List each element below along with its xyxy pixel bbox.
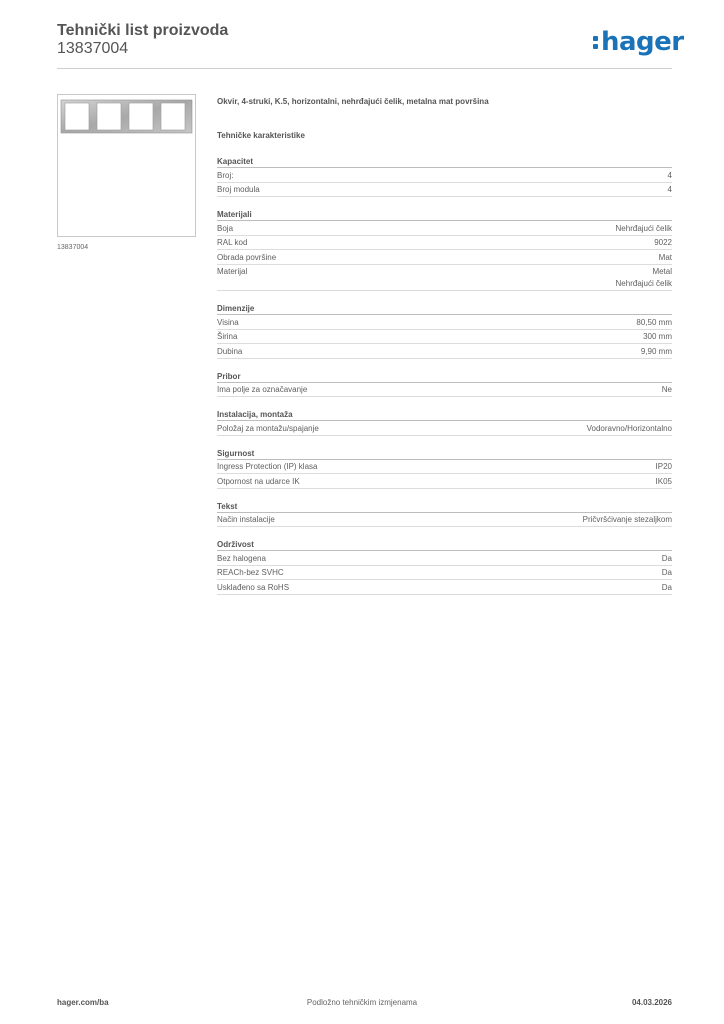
spec-heading: Tehničke karakteristike <box>217 131 305 140</box>
spec-value-line: Da <box>661 553 672 563</box>
section-title: Instalacija, montaža <box>217 409 672 421</box>
spec-label: Ingress Protection (IP) klasa <box>217 462 318 471</box>
hager-logo <box>593 25 684 59</box>
section-title: Sigurnost <box>217 448 672 460</box>
spec-value <box>668 184 672 196</box>
spec-label: Način instalacije <box>217 515 275 524</box>
spec-value-line: Metal <box>652 267 672 276</box>
spec-label: Bez halogena <box>217 553 266 563</box>
spec-value <box>643 331 672 343</box>
spec-label: Broj modula <box>217 185 260 194</box>
spec-row <box>217 250 672 265</box>
section-title: Kapacitet <box>217 156 672 168</box>
spec-label: Dubina <box>217 346 243 356</box>
section-title: Pribor <box>217 371 672 383</box>
spec-value <box>668 170 672 182</box>
spec-value-line: Nehrđajući čelik <box>615 223 672 233</box>
spec-value <box>587 423 672 435</box>
spec-label: Obrada površine <box>217 252 277 262</box>
specs-table <box>217 156 672 607</box>
spec-label: REACh-bez SVHC <box>217 568 284 577</box>
spec-value <box>616 266 672 290</box>
spec-label: Materijal <box>217 267 248 276</box>
spec-section <box>217 371 672 398</box>
spec-value-line: 9022 <box>654 238 672 247</box>
spec-value <box>662 567 672 579</box>
spec-value <box>659 252 672 264</box>
spec-value-line: 300 mm <box>643 332 672 341</box>
spec-value-line: 9,90 mm <box>640 346 672 356</box>
spec-row <box>217 566 672 581</box>
spec-value <box>656 476 672 488</box>
spec-value-line: IP20 <box>655 462 672 471</box>
spec-row <box>217 551 672 566</box>
spec-row <box>217 421 672 436</box>
spec-row <box>217 221 672 236</box>
spec-value <box>641 346 672 358</box>
logo-text: hager <box>601 27 684 57</box>
spec-row <box>217 168 672 183</box>
spec-value <box>662 553 672 565</box>
product-description: Okvir, 4-struki, K.5, horizontalni, nehrđajući čelik, metalna mat površina <box>217 97 489 106</box>
spec-row <box>217 580 672 595</box>
spec-value-line: Da <box>661 582 672 592</box>
spec-value-line: 4 <box>667 170 672 180</box>
spec-value-line: IK05 <box>655 476 672 486</box>
spec-row <box>217 236 672 251</box>
spec-row <box>217 460 672 475</box>
spec-row <box>217 265 672 292</box>
spec-row <box>217 330 672 345</box>
spec-value <box>616 223 672 235</box>
spec-row <box>217 344 672 359</box>
spec-label: Broj: <box>217 170 234 180</box>
spec-label: Položaj za montažu/spajanje <box>217 423 319 433</box>
logo-colon-icon <box>593 35 598 50</box>
spec-value <box>656 461 672 473</box>
spec-label: RAL kod <box>217 238 248 247</box>
spec-row <box>217 183 672 198</box>
spec-value-line: Vodoravno/Horizontalno <box>586 423 672 433</box>
spec-row <box>217 474 672 489</box>
spec-label: Visina <box>217 317 239 327</box>
footer-website: hager.com/ba <box>57 998 109 1007</box>
product-code: 13837004 <box>57 40 129 57</box>
spec-label: Širina <box>217 332 238 341</box>
header-divider <box>57 68 672 69</box>
spec-label: Ima polje za označavanje <box>217 385 308 394</box>
spec-value-line: Mat <box>658 252 672 262</box>
spec-section <box>217 448 672 489</box>
footer-date: 04.03.2026 <box>631 998 672 1007</box>
section-title: Održivost <box>217 539 672 551</box>
spec-value <box>636 317 672 329</box>
spec-value-line: 80,50 mm <box>636 317 672 327</box>
spec-row <box>217 383 672 398</box>
spec-row <box>217 315 672 330</box>
spec-value-line: Pričvršćivanje stezaljkom <box>582 515 672 524</box>
product-image <box>57 94 196 237</box>
spec-label: Boja <box>217 223 234 233</box>
spec-section <box>217 409 672 436</box>
spec-value-line: Da <box>661 568 672 577</box>
section-title: Dimenzije <box>217 303 672 315</box>
spec-section <box>217 209 672 291</box>
frame-illustration-icon <box>58 95 195 236</box>
spec-section <box>217 156 672 197</box>
section-title: Materijali <box>217 209 672 221</box>
spec-row <box>217 513 672 528</box>
spec-value-line: Nehrđajući čelik <box>615 279 672 288</box>
spec-value-line: Ne <box>661 385 672 394</box>
spec-value-line: 4 <box>667 185 672 194</box>
spec-value <box>662 384 672 396</box>
spec-section <box>217 539 672 595</box>
spec-label: Otpornost na udarce IK <box>217 476 300 486</box>
spec-value <box>583 514 672 526</box>
spec-label: Usklađeno sa RoHS <box>217 582 290 592</box>
spec-value <box>654 237 672 249</box>
spec-section <box>217 303 672 359</box>
spec-section <box>217 501 672 528</box>
image-caption: 13837004 <box>57 244 89 251</box>
section-title: Tekst <box>217 501 672 513</box>
footer-notice: Podložno tehničkim izmjenama <box>306 998 418 1007</box>
spec-value <box>662 582 672 594</box>
page-title: Tehnički list proizvoda <box>57 22 229 39</box>
